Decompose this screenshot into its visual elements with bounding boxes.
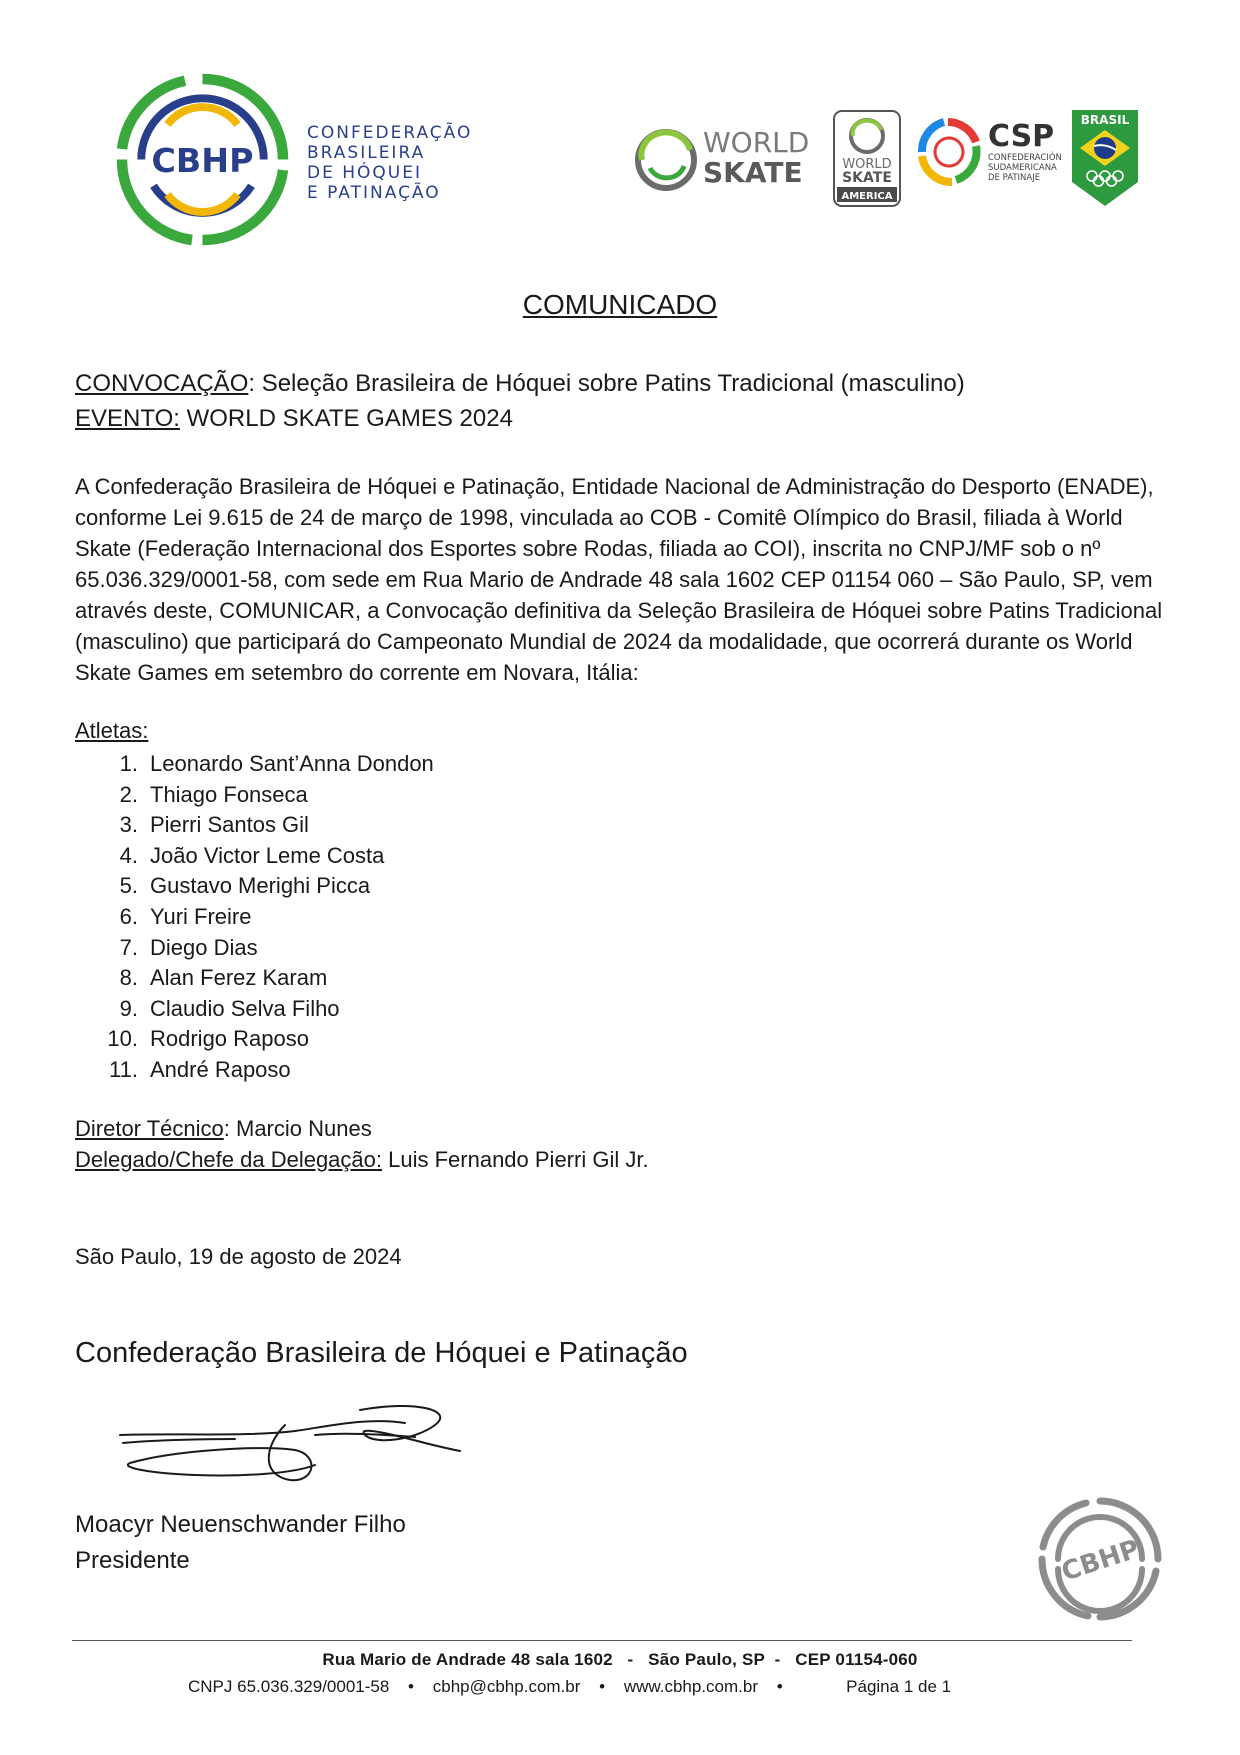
athlete-name: Pierri Santos Gil bbox=[150, 812, 309, 838]
delegate-name: Luis Fernando Pierri Gil Jr. bbox=[382, 1147, 649, 1172]
director-label: Diretor Técnico bbox=[75, 1116, 224, 1141]
list-item bbox=[75, 871, 434, 902]
item-number: 7. bbox=[119, 934, 138, 960]
signer-role: Presidente bbox=[75, 1547, 190, 1574]
staff-block bbox=[75, 1113, 649, 1175]
body-paragraph: A Confederação Brasileira de Hóquei e Patinação, Entidade Nacional de Administração do Desporto (ENADE), conforme Lei 9.615 de 24 de março de 1998, vinculada ao COB - Comitê Olímpico do Brasil, filiada à World Skate (Federação Internacional dos Esportes sobre Rodas, filiada ao COI), inscrita no CNPJ/MF sob o nº 65.036.329/0001-58, com sede em Rua Mario de Andrade 48 sala 1602 CEP 01154 060 – São Paulo, SP, vem através deste, COMUNICAR, a Convocação definitiva da Seleção Brasileira de Hóquei sobre Patins Tradicional (masculino) que participará do Campeonato Mundial de 2024 da modalidade, que ocorrerá durante os World Skate Games em setembro do corrente em Novara, Itália: bbox=[75, 474, 1163, 685]
brasil-cob-logo bbox=[1072, 110, 1138, 206]
evento-text: WORLD SKATE GAMES 2024 bbox=[179, 405, 513, 432]
cbhp-name-line: CONFEDERAÇÃO bbox=[307, 123, 473, 143]
director-name: : Marcio Nunes bbox=[223, 1116, 372, 1141]
wsa-line: SKATE bbox=[842, 170, 892, 186]
athletes-label: Atletas: bbox=[75, 718, 149, 743]
delegate-line bbox=[75, 1144, 649, 1175]
signer-name: Moacyr Neuenschwander Filho bbox=[75, 1511, 406, 1538]
athlete-name: Claudio Selva Filho bbox=[150, 995, 340, 1021]
cbhp-name bbox=[307, 123, 472, 203]
date-line: São Paulo, 19 de agosto de 2024 bbox=[75, 1244, 402, 1269]
csp-sub: SUDAMERICANA bbox=[988, 163, 1057, 173]
evento-label: EVENTO: bbox=[75, 405, 180, 432]
footer-address: Rua Mario de Andrade 48 sala 1602 - São Paulo, SP - CEP 01154-060 bbox=[322, 1650, 918, 1669]
cbhp-badge-text: CBHP bbox=[151, 140, 254, 180]
convocacao-text: : Seleção Brasileira de Hóquei sobre Patins Tradicional (masculino) bbox=[248, 370, 965, 397]
world-skate-america-logo bbox=[833, 110, 901, 207]
footer-bullet: • bbox=[776, 1677, 783, 1696]
athlete-name: André Raposo bbox=[150, 1056, 291, 1082]
footer-cnpj: CNPJ 65.036.329/0001-58 bbox=[188, 1677, 390, 1696]
world-skate-line: SKATE bbox=[703, 156, 803, 189]
athlete-name: Thiago Fonseca bbox=[150, 781, 308, 807]
footer-website[interactable]: www.cbhp.com.br bbox=[623, 1677, 758, 1696]
athlete-name: João Victor Leme Costa bbox=[150, 842, 385, 868]
convocacao-label: CONVOCAÇÃO bbox=[75, 370, 249, 397]
csp-sub: DE PATINAJE bbox=[988, 173, 1041, 183]
footer-bullet: • bbox=[599, 1677, 606, 1696]
director-line bbox=[75, 1113, 649, 1144]
wsa-line: AMERICA bbox=[841, 191, 893, 202]
evento-line bbox=[75, 401, 965, 436]
wsa-line: WORLD bbox=[842, 157, 892, 172]
athletes-list bbox=[75, 749, 434, 1086]
cbhp-logo bbox=[115, 72, 290, 247]
athlete-name: Alan Ferez Karam bbox=[150, 965, 328, 991]
list-item bbox=[75, 810, 434, 841]
item-number: 10. bbox=[107, 1026, 138, 1052]
athlete-name: Leonardo Sant’Anna Dondon bbox=[150, 751, 434, 776]
list-item bbox=[75, 841, 434, 872]
item-number: 4. bbox=[119, 842, 138, 868]
footer-contact bbox=[188, 1677, 951, 1697]
list-item bbox=[75, 780, 434, 811]
csp-logo bbox=[918, 116, 1062, 196]
list-item bbox=[75, 902, 434, 933]
csp-sub: CONFEDERACIÓN bbox=[988, 153, 1062, 163]
item-number: 1. bbox=[119, 751, 138, 776]
item-number: 6. bbox=[119, 903, 138, 929]
footer-email[interactable]: cbhp@cbhp.com.br bbox=[432, 1677, 581, 1696]
footer-divider bbox=[72, 1640, 1132, 1641]
athlete-name: Rodrigo Raposo bbox=[150, 1026, 309, 1052]
footer-page-number: Página 1 de 1 bbox=[846, 1677, 952, 1696]
letterhead bbox=[0, 0, 1240, 260]
page-title: COMUNICADO bbox=[522, 289, 718, 320]
list-item bbox=[75, 994, 434, 1025]
convocacao-line bbox=[75, 366, 965, 401]
cbhp-name-line: DE HÓQUEI bbox=[307, 163, 422, 183]
cbhp-name-line: E PATINAÇÃO bbox=[307, 183, 441, 203]
athlete-name: Yuri Freire bbox=[150, 903, 252, 929]
list-item bbox=[75, 963, 434, 994]
footer-bullet: • bbox=[408, 1677, 414, 1696]
cbhp-name-line: BRASILEIRA bbox=[307, 143, 426, 163]
athlete-name: Diego Dias bbox=[150, 934, 258, 960]
organization-name: Confederação Brasileira de Hóquei e Patinação bbox=[75, 1337, 688, 1369]
world-skate-line: WORLD bbox=[703, 126, 810, 159]
item-number: 11. bbox=[109, 1056, 138, 1082]
item-number: 9. bbox=[119, 995, 138, 1021]
brasil-text: BRASIL bbox=[1080, 113, 1130, 127]
handwritten-signature bbox=[115, 1395, 465, 1495]
list-item bbox=[75, 1024, 434, 1055]
delegate-label: Delegado/Chefe da Delegação: bbox=[75, 1147, 383, 1172]
lead-block bbox=[75, 366, 965, 436]
list-item bbox=[75, 933, 434, 964]
item-number: 5. bbox=[119, 873, 138, 899]
stamp-text: CBHP bbox=[1058, 1534, 1144, 1588]
world-skate-wordmark bbox=[703, 128, 809, 188]
item-number: 2. bbox=[119, 781, 138, 807]
csp-wordmark: CSP bbox=[988, 119, 1055, 154]
cbhp-stamp bbox=[1036, 1495, 1164, 1623]
list-item bbox=[75, 1055, 434, 1086]
item-number: 3. bbox=[119, 812, 138, 838]
list-item bbox=[75, 749, 434, 780]
signer-block bbox=[75, 1507, 406, 1579]
item-number: 8. bbox=[119, 965, 138, 991]
athlete-name: Gustavo Merighi Picca bbox=[150, 873, 371, 899]
